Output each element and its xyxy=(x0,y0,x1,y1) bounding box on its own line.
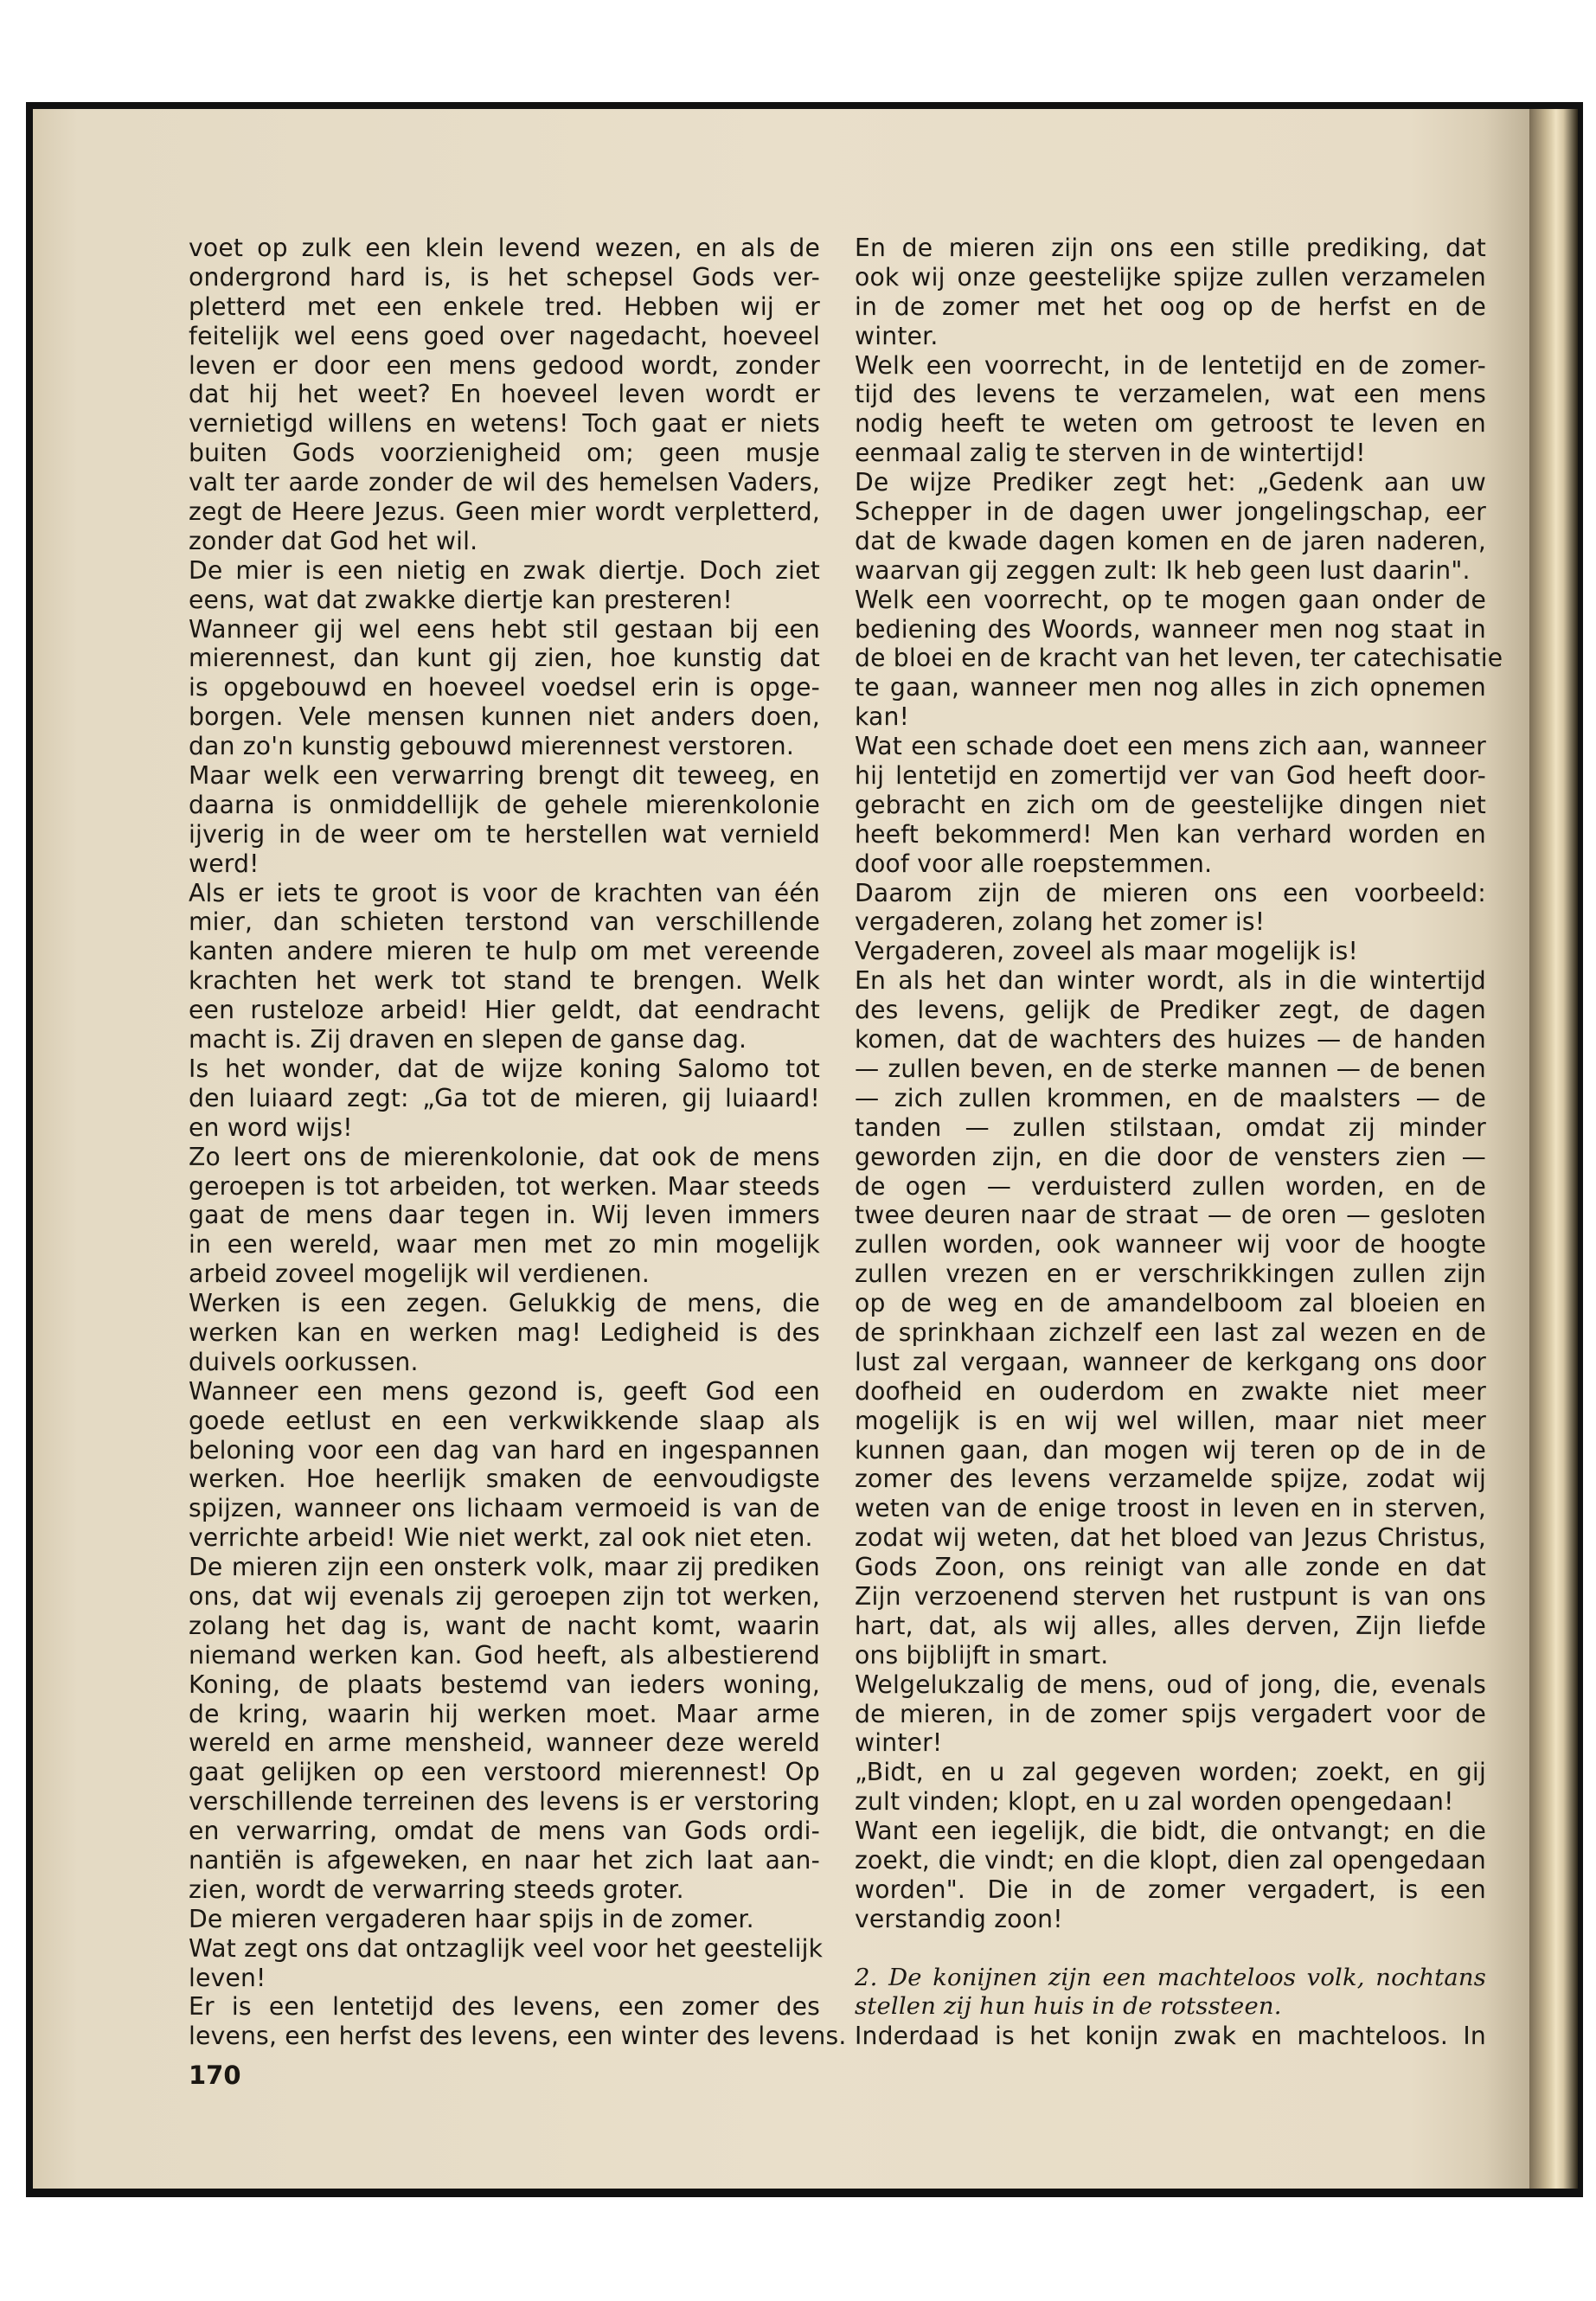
text-line: zoekt, die vindt; en die klopt, dien zal opengedaan xyxy=(855,1845,1486,1875)
section-2-heading-line-1: 2. De konijnen zijn een machteloos volk, nochtans xyxy=(855,1964,1486,1991)
text-line: werken kan en werken mag! Ledigheid is des xyxy=(189,1317,820,1347)
text-line: verstandig zoon! xyxy=(855,1904,1063,1933)
text-line: zegt de Heere Jezus. Geen mier wordt verpletterd, xyxy=(189,497,820,527)
text-line: waarvan gij zeggen zult: Ik heb geen lust daarin". xyxy=(855,555,1471,585)
text-line: Koning, de plaats bestemd van ieders woning, xyxy=(189,1670,820,1699)
text-line: vernietigd willens en wetens! Toch gaat er niets xyxy=(189,409,820,439)
text-line: De wijze Prediker zegt het: „Gedenk aan uw xyxy=(855,468,1486,497)
text-line: te gaan, wanneer men nog alles in zich opnemen xyxy=(855,673,1486,702)
text-line: de sprinkhaan zichzelf een last zal wezen en de xyxy=(855,1317,1486,1347)
text-line: levens, een herfst des levens, een winter des levens. xyxy=(189,2022,847,2051)
text-line: Is het wonder, dat de wijze koning Salomo tot xyxy=(189,1054,820,1083)
text-line: tijd des levens te verzamelen, wat een mens xyxy=(855,380,1486,409)
text-line: heeft bekommerd! Men kan verhard worden en xyxy=(855,819,1486,849)
text-line: winter. xyxy=(855,321,939,350)
text-line: de bloei en de kracht van het leven, ter catechisatie xyxy=(855,644,1503,673)
left-column xyxy=(189,234,847,2051)
text-line: ons bijblijft in smart. xyxy=(855,1640,1109,1670)
text-line: Welk een voorrecht, in de lentetijd en de zomer- xyxy=(855,350,1486,380)
text-line: kunnen gaan, dan mogen wij teren op de in de xyxy=(855,1435,1486,1465)
text-line: doof voor alle roepstemmen. xyxy=(855,849,1213,878)
text-line: tanden — zullen stilstaan, omdat zij minder xyxy=(855,1112,1486,1142)
text-line: verrichte arbeid! Wie niet werkt, zal ook niet eten. xyxy=(189,1523,813,1553)
text-line: zult vinden; klopt, en u zal worden opengedaan! xyxy=(855,1787,1454,1817)
text-line: eens, wat dat zwakke diertje kan presteren! xyxy=(189,585,733,614)
text-line: voet op zulk een klein levend wezen, en als de xyxy=(189,234,820,262)
text-line: vergaderen, zolang het zomer is! xyxy=(855,907,1266,937)
text-line: zullen vrezen en er verschrikkingen zullen zijn xyxy=(855,1259,1486,1289)
text-line: „Bidt, en u zal gegeven worden; zoekt, en gij xyxy=(855,1758,1486,1787)
text-line: gaat de mens daar tegen in. Wij leven immers xyxy=(189,1201,820,1230)
text-line: den luiaard zegt: „Ga tot de mieren, gij luiaard! xyxy=(189,1083,820,1112)
text-line: werken. Hoe heerlijk smaken de eenvoudigste xyxy=(189,1465,820,1494)
text-line: in een wereld, waar men met zo min mogelijk xyxy=(189,1230,820,1259)
text-line: Wat zegt ons dat ontzaglijk veel voor het geestelijk xyxy=(189,1933,824,1963)
text-line: op de weg en de amandelboom zal bloeien en xyxy=(855,1289,1486,1318)
text-line: worden". Die in de zomer vergadert, is een xyxy=(855,1875,1486,1904)
text-line: Wat een schade doet een mens zich aan, wanneer xyxy=(855,732,1486,761)
text-line: verschillende terreinen des levens is er verstoring xyxy=(189,1787,820,1817)
text-line: in de zomer met het oog op de herfst en de xyxy=(855,292,1486,321)
text-line: En de mieren zijn ons een stille prediking, dat xyxy=(855,234,1486,262)
section-2-heading-line-2: stellen zij hun huis in de rotssteen. xyxy=(855,1993,1282,2021)
text-line: arbeid zoveel mogelijk wil verdienen. xyxy=(189,1259,650,1289)
text-line: — zullen beven, en de sterke mannen — de benen xyxy=(855,1054,1486,1083)
text-line: Werken is een zegen. Gelukkig de mens, die xyxy=(189,1289,820,1318)
text-line: borgen. Vele mensen kunnen niet anders doen, xyxy=(189,702,820,732)
text-line: Als er iets te groot is voor de krachten van één xyxy=(189,878,820,907)
text-line: valt ter aarde zonder de wil des hemelsen Vaders, xyxy=(189,468,820,497)
text-line: spijzen, wanneer ons lichaam vermoeid is van de xyxy=(189,1494,820,1523)
text-line: des levens, gelijk de Prediker zegt, de dagen xyxy=(855,996,1486,1025)
text-line: zodat wij weten, dat het bloed van Jezus Christus, xyxy=(855,1523,1486,1553)
text-line: mogelijk is en wij wel willen, maar niet meer xyxy=(855,1406,1486,1435)
text-line: weten van de enige troost in leven en in sterven, xyxy=(855,1494,1486,1523)
text-line: kanten andere mieren te hulp om met vereende xyxy=(189,937,820,966)
text-line: Zo leert ons de mierenkolonie, dat ook de mens xyxy=(189,1142,820,1171)
text-line: beloning voor een dag van hard en ingespannen xyxy=(189,1435,820,1465)
text-line: dan zo'n kunstig gebouwd mierennest verstoren. xyxy=(189,732,794,761)
text-line: de mieren, in de zomer spijs vergadert voor de xyxy=(855,1699,1486,1728)
text-line: leven! xyxy=(189,1963,266,1992)
text-line: doofheid en ouderdom en zwakte niet meer xyxy=(855,1376,1486,1406)
text-line: wereld en arme mensheid, wanneer deze wereld xyxy=(189,1728,820,1758)
text-line: Gods Zoon, ons reinigt van alle zonde en dat xyxy=(855,1553,1486,1582)
text-line: duivels oorkussen. xyxy=(189,1347,419,1376)
text-line: nodig heeft te weten om getroost te leven en xyxy=(855,409,1486,439)
text-line: mierennest, dan kunt gij zien, hoe kunstig dat xyxy=(189,644,820,673)
text-line: buiten Gods voorzienigheid om; geen musje xyxy=(189,439,820,468)
text-line: nantiën is afgeweken, en naar het zich laat aan- xyxy=(189,1845,820,1875)
text-line: werd! xyxy=(189,849,260,878)
text-line: Welk een voorrecht, op te mogen gaan onder de xyxy=(855,585,1486,614)
text-line: komen, dat de wachters des huizes — de handen xyxy=(855,1025,1486,1054)
text-line: Wanneer een mens gezond is, geeft God een xyxy=(189,1376,820,1406)
text-line: Wanneer gij wel eens hebt stil gestaan bij een xyxy=(189,614,820,644)
text-line: De mieren zijn een onsterk volk, maar zij prediken xyxy=(189,1553,820,1582)
text-line: goede eetlust en een verkwikkende slaap als xyxy=(189,1406,820,1435)
text-line: Er is een lentetijd des levens, een zomer des xyxy=(189,1992,820,2022)
text-line: zomer des levens verzamelde spijze, zodat wij xyxy=(855,1465,1486,1494)
text-line: pletterd met een enkele tred. Hebben wij er xyxy=(189,292,820,321)
text-line: geworden zijn, en die door de vensters zien — xyxy=(855,1142,1486,1171)
book-spine xyxy=(1529,109,1578,2189)
text-line: zien, wordt de verwarring steeds groter. xyxy=(189,1875,684,1904)
text-line: dat de kwade dagen komen en de jaren naderen, xyxy=(855,526,1486,555)
text-line: De mieren vergaderen haar spijs in de zomer. xyxy=(189,1904,754,1933)
text-line: twee deuren naar de straat — de oren — gesloten xyxy=(855,1201,1486,1230)
text-line: kan! xyxy=(855,702,910,732)
text-line: de kring, waarin hij werken moet. Maar arme xyxy=(189,1699,820,1728)
text-line: daarna is onmiddellijk de gehele mierenkolonie xyxy=(189,790,820,819)
text-line: En als het dan winter wordt, als in die wintertijd xyxy=(855,966,1486,996)
text-line: lust zal vergaan, wanneer de kerkgang ons door xyxy=(855,1347,1486,1376)
text-line: en verwarring, omdat de mens van Gods ordi- xyxy=(189,1817,820,1846)
text-line: een rusteloze arbeid! Hier geldt, dat eendracht xyxy=(189,996,820,1025)
text-line: Zijn verzoenend sterven het rustpunt is van ons xyxy=(855,1581,1486,1611)
text-line: dat hij het weet? En hoeveel leven wordt er xyxy=(189,380,820,409)
text-line: leven er door een mens gedood wordt, zonder xyxy=(189,350,820,380)
text-line: Welgelukzalig de mens, oud of jong, die, evenals xyxy=(855,1670,1486,1699)
text-line: hij lentetijd en zomertijd ver van God heeft door- xyxy=(855,761,1486,791)
text-line: en word wijs! xyxy=(189,1112,353,1142)
text-line: — zich zullen krommen, en de maalsters — de xyxy=(855,1083,1486,1112)
section-2-body-line: Inderdaad is het konijn zwak en machteloos. In xyxy=(855,2022,1486,2051)
text-line: ook wij onze geestelijke spijze zullen verzamelen xyxy=(855,262,1486,292)
text-line: Maar welk een verwarring brengt dit teweeg, en xyxy=(189,761,820,791)
text-line: macht is. Zij draven en slepen de ganse dag. xyxy=(189,1025,747,1054)
text-line: Vergaderen, zoveel als maar mogelijk is! xyxy=(855,937,1359,966)
text-line: zolang het dag is, want de nacht komt, waarin xyxy=(189,1611,820,1640)
text-line: mier, dan schieten terstond van verschillende xyxy=(189,907,820,937)
text-line: Want een iegelijk, die bidt, die ontvangt; en die xyxy=(855,1817,1486,1846)
text-line: winter! xyxy=(855,1728,943,1758)
text-line: Daarom zijn de mieren ons een voorbeeld: xyxy=(855,878,1486,907)
text-line: niemand werken kan. God heeft, als albestierend xyxy=(189,1640,820,1670)
right-column xyxy=(855,234,1503,2051)
text-line: feitelijk wel eens goed over nagedacht, hoeveel xyxy=(189,321,820,350)
text-line: ondergrond hard is, is het schepsel Gods ver- xyxy=(189,262,820,292)
section-gap xyxy=(855,1934,1486,1964)
text-line: gaat gelijken op een verstoord mierennest! Op xyxy=(189,1758,820,1787)
text-line: krachten het werk tot stand te brengen. Welk xyxy=(189,966,820,996)
text-line: De mier is een nietig en zwak diertje. Doch ziet xyxy=(189,555,820,585)
page-number: 170 xyxy=(189,2061,241,2090)
text-line: geroepen is tot arbeiden, tot werken. Maar steeds xyxy=(189,1171,820,1201)
text-line: zullen worden, ook wanneer wij voor de hoogte xyxy=(855,1230,1486,1259)
text-line: ijverig in de weer om te herstellen wat vernield xyxy=(189,819,820,849)
text-line: is opgebouwd en hoeveel voedsel erin is opge- xyxy=(189,673,820,702)
text-line: Schepper in de dagen uwer jongelingschap, eer xyxy=(855,497,1486,527)
text-line: eenmaal zalig te sterven in de wintertijd! xyxy=(855,439,1366,468)
right-column-body xyxy=(855,234,1503,1934)
text-line: hart, dat, als wij alles, alles derven, Zijn liefde xyxy=(855,1611,1486,1640)
text-line: zonder dat God het wil. xyxy=(189,526,478,555)
text-line: de ogen — verduisterd zullen worden, en de xyxy=(855,1171,1486,1201)
text-line: ons, dat wij evenals zij geroepen zijn tot werken, xyxy=(189,1581,820,1611)
text-line: gebracht en zich om de geestelijke dingen niet xyxy=(855,790,1486,819)
text-line: bediening des Woords, wanneer men nog staat in xyxy=(855,614,1486,644)
